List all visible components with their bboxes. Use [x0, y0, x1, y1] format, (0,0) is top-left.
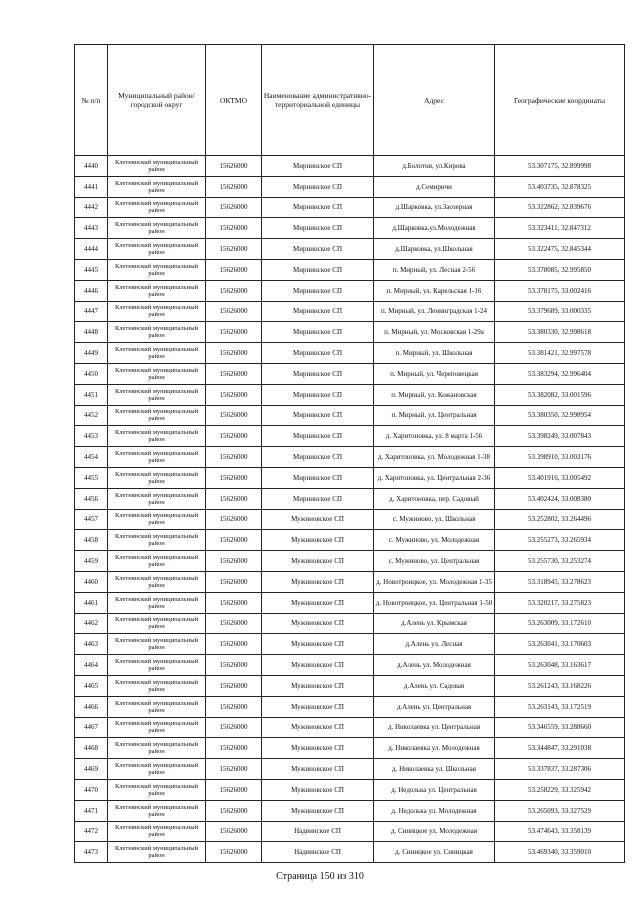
row-unit: Мужиновское СП	[262, 530, 374, 551]
row-unit: Мирнинское СП	[262, 218, 374, 239]
row-coords: 53.255730, 33.253274	[495, 551, 625, 572]
row-address: д.Шарковка, ул.Заозерная	[374, 197, 495, 218]
row-number: 4451	[75, 384, 108, 405]
row-number: 4460	[75, 571, 108, 592]
row-address: п. Мирный, ул. Центральная	[374, 405, 495, 426]
row-oktmo: 15626000	[206, 675, 262, 696]
page-footer: Страница 150 из 310	[276, 871, 364, 882]
row-coords: 53.263143, 33.172519	[495, 696, 625, 717]
row-address: п. Мирный, ул. Кожановская	[374, 384, 495, 405]
header-oktmo: ОКТМО	[206, 45, 262, 156]
table-row	[75, 821, 625, 842]
row-coords: 53.383294, 32.996404	[495, 363, 625, 384]
row-coords: 53.255273, 33.265934	[495, 530, 625, 551]
row-number: 4456	[75, 488, 108, 509]
row-district: Клетнянский муниципальный район	[108, 384, 206, 405]
row-district: Клетнянский муниципальный район	[108, 301, 206, 322]
row-number: 4469	[75, 759, 108, 780]
row-district: Клетнянский муниципальный район	[108, 426, 206, 447]
row-address: д.Шарковка,ул.Молодежная	[374, 218, 495, 239]
row-number: 4471	[75, 800, 108, 821]
row-address: д.Болотня, ул.Кирова	[374, 156, 495, 177]
row-oktmo: 15626000	[206, 738, 262, 759]
header-coords: Географические координаты	[495, 45, 625, 156]
table-row	[75, 447, 625, 468]
row-district: Клетнянский муниципальный район	[108, 821, 206, 842]
row-oktmo: 15626000	[206, 363, 262, 384]
row-address: д. Синицкое ул. Молодежная	[374, 821, 495, 842]
table-row	[75, 197, 625, 218]
row-oktmo: 15626000	[206, 405, 262, 426]
row-coords: 53.402424, 33.008380	[495, 488, 625, 509]
row-number: 4470	[75, 779, 108, 800]
row-oktmo: 15626000	[206, 759, 262, 780]
row-oktmo: 15626000	[206, 384, 262, 405]
row-oktmo: 15626000	[206, 239, 262, 260]
row-district: Клетнянский муниципальный район	[108, 779, 206, 800]
row-address: с. Мужиново, ул. Центральная	[374, 551, 495, 572]
row-address: п. Мирный, ул. Череповецкая	[374, 363, 495, 384]
row-address: д. Николаевка ул. Центральная	[374, 717, 495, 738]
row-unit: Мирнинское СП	[262, 197, 374, 218]
row-unit: Мирнинское СП	[262, 467, 374, 488]
row-coords: 53.474643, 33.358139	[495, 821, 625, 842]
row-coords: 53.265093, 33.327529	[495, 800, 625, 821]
row-number: 4464	[75, 655, 108, 676]
table-row	[75, 675, 625, 696]
row-oktmo: 15626000	[206, 800, 262, 821]
row-coords: 53.378085, 32.995850	[495, 259, 625, 280]
row-district: Клетнянский муниципальный район	[108, 551, 206, 572]
table-row	[75, 301, 625, 322]
row-unit: Мирнинское СП	[262, 488, 374, 509]
table-row	[75, 467, 625, 488]
row-oktmo: 15626000	[206, 696, 262, 717]
row-district: Клетнянский муниципальный район	[108, 571, 206, 592]
row-address: п. Мирный, ул. Карельская 1-16	[374, 280, 495, 301]
row-number: 4458	[75, 530, 108, 551]
row-address: д.Алень ул. Садовая	[374, 675, 495, 696]
row-coords: 53.381421, 32.997578	[495, 343, 625, 364]
table-row	[75, 655, 625, 676]
row-district: Клетнянский муниципальный район	[108, 696, 206, 717]
row-unit: Мирнинское СП	[262, 280, 374, 301]
table-row	[75, 551, 625, 572]
row-address: п. Мирный, ул. Московская 1-29а	[374, 322, 495, 343]
row-address: д.Алень ул. Крымская	[374, 613, 495, 634]
row-unit: Мужиновское СП	[262, 696, 374, 717]
row-address: д. Харитоновка, ул. 8 марта 1-56	[374, 426, 495, 447]
row-district: Клетнянский муниципальный район	[108, 759, 206, 780]
row-unit: Мужиновское СП	[262, 655, 374, 676]
row-address: д. Синицкое ул. Синицкая	[374, 842, 495, 863]
table-row	[75, 343, 625, 364]
row-oktmo: 15626000	[206, 447, 262, 468]
row-number: 4466	[75, 696, 108, 717]
row-number: 4452	[75, 405, 108, 426]
row-district: Клетнянский муниципальный район	[108, 156, 206, 177]
row-number: 4455	[75, 467, 108, 488]
row-oktmo: 15626000	[206, 301, 262, 322]
table-body	[75, 156, 625, 863]
row-address: д. Недолька ул. Центральная	[374, 779, 495, 800]
row-oktmo: 15626000	[206, 426, 262, 447]
row-district: Клетнянский муниципальный район	[108, 405, 206, 426]
table-row	[75, 613, 625, 634]
row-unit: Мирнинское СП	[262, 343, 374, 364]
header-address: Адрес	[374, 45, 495, 156]
row-oktmo: 15626000	[206, 343, 262, 364]
row-coords: 53.307175, 32.899998	[495, 156, 625, 177]
table-row	[75, 405, 625, 426]
row-district: Клетнянский муниципальный район	[108, 322, 206, 343]
row-number: 4448	[75, 322, 108, 343]
row-number: 4444	[75, 239, 108, 260]
row-district: Клетнянский муниципальный район	[108, 343, 206, 364]
row-district: Клетнянский муниципальный район	[108, 259, 206, 280]
row-district: Клетнянский муниципальный район	[108, 634, 206, 655]
table-row	[75, 717, 625, 738]
table-row	[75, 779, 625, 800]
row-address: д. Новотроицкое, ул. Молодежная 1-35	[374, 571, 495, 592]
row-unit: Мужиновское СП	[262, 800, 374, 821]
row-number: 4445	[75, 259, 108, 280]
row-number: 4463	[75, 634, 108, 655]
table-row	[75, 509, 625, 530]
row-coords: 53.378175, 33.002416	[495, 280, 625, 301]
row-unit: Мирнинское СП	[262, 156, 374, 177]
row-number: 4440	[75, 156, 108, 177]
row-number: 4462	[75, 613, 108, 634]
row-unit: Надвинское СП	[262, 842, 374, 863]
table-row	[75, 156, 625, 177]
table-header	[75, 45, 625, 156]
table-row	[75, 384, 625, 405]
row-unit: Мужиновское СП	[262, 592, 374, 613]
row-unit: Мирнинское СП	[262, 384, 374, 405]
row-coords: 53.263041, 33.170603	[495, 634, 625, 655]
row-number: 4459	[75, 551, 108, 572]
row-district: Клетнянский муниципальный район	[108, 197, 206, 218]
row-unit: Надвинское СП	[262, 821, 374, 842]
row-district: Клетнянский муниципальный район	[108, 800, 206, 821]
table-row	[75, 322, 625, 343]
row-address: с. Мужиново, ул. Школьная	[374, 509, 495, 530]
table-row	[75, 800, 625, 821]
row-coords: 53.469340, 33.359010	[495, 842, 625, 863]
row-coords: 53.398249, 33.007843	[495, 426, 625, 447]
row-unit: Мирнинское СП	[262, 259, 374, 280]
row-address: д.Семиричи	[374, 176, 495, 197]
row-oktmo: 15626000	[206, 634, 262, 655]
row-number: 4447	[75, 301, 108, 322]
row-district: Клетнянский муниципальный район	[108, 842, 206, 863]
row-unit: Мужиновское СП	[262, 571, 374, 592]
row-coords: 53.320217, 33.275823	[495, 592, 625, 613]
row-coords: 53.379689, 33.000335	[495, 301, 625, 322]
row-coords: 53.322862, 32.839676	[495, 197, 625, 218]
row-number: 4473	[75, 842, 108, 863]
row-oktmo: 15626000	[206, 322, 262, 343]
table-row	[75, 592, 625, 613]
row-district: Клетнянский муниципальный район	[108, 530, 206, 551]
row-coords: 53.252802, 33.264496	[495, 509, 625, 530]
row-district: Клетнянский муниципальный район	[108, 447, 206, 468]
row-oktmo: 15626000	[206, 613, 262, 634]
table-row	[75, 363, 625, 384]
row-address: п. Мирный, ул. Школьная	[374, 343, 495, 364]
row-district: Клетнянский муниципальный район	[108, 509, 206, 530]
row-coords: 53.322475, 32.845344	[495, 239, 625, 260]
row-oktmo: 15626000	[206, 842, 262, 863]
row-address: д. Николаевка ул. Молодежная	[374, 738, 495, 759]
row-oktmo: 15626000	[206, 488, 262, 509]
row-oktmo: 15626000	[206, 592, 262, 613]
table-row	[75, 488, 625, 509]
row-oktmo: 15626000	[206, 176, 262, 197]
row-number: 4457	[75, 509, 108, 530]
row-address: д. Харитоновка, пер. Садовый	[374, 488, 495, 509]
row-address: п. Мирный, ул. Лесная 2-56	[374, 259, 495, 280]
row-number: 4441	[75, 176, 108, 197]
row-number: 4453	[75, 426, 108, 447]
table-row	[75, 280, 625, 301]
row-number: 4449	[75, 343, 108, 364]
table-row	[75, 530, 625, 551]
row-number: 4461	[75, 592, 108, 613]
row-coords: 53.318945, 33.278623	[495, 571, 625, 592]
row-oktmo: 15626000	[206, 821, 262, 842]
table-row	[75, 176, 625, 197]
row-district: Клетнянский муниципальный район	[108, 655, 206, 676]
row-coords: 53.346559, 33.288660	[495, 717, 625, 738]
row-district: Клетнянский муниципальный район	[108, 218, 206, 239]
row-address: д.Шарковка, ул.Школьная	[374, 239, 495, 260]
row-coords: 53.263048, 33.163617	[495, 655, 625, 676]
row-address: с. Мужиново, ул. Молодежная	[374, 530, 495, 551]
row-coords: 53.403735, 32.878325	[495, 176, 625, 197]
row-coords: 53.263009, 33.172610	[495, 613, 625, 634]
table-row	[75, 218, 625, 239]
row-unit: Мирнинское СП	[262, 426, 374, 447]
row-coords: 53.380350, 32.998954	[495, 405, 625, 426]
header-district: Муниципальный район/городской округ	[108, 45, 206, 156]
row-district: Клетнянский муниципальный район	[108, 675, 206, 696]
row-oktmo: 15626000	[206, 571, 262, 592]
row-coords: 53.258229, 33.325942	[495, 779, 625, 800]
row-unit: Мирнинское СП	[262, 405, 374, 426]
row-district: Клетнянский муниципальный район	[108, 717, 206, 738]
row-coords: 53.261243, 33.168226	[495, 675, 625, 696]
row-oktmo: 15626000	[206, 530, 262, 551]
row-district: Клетнянский муниципальный район	[108, 467, 206, 488]
row-unit: Мужиновское СП	[262, 738, 374, 759]
row-address: д. Новотроицкое, ул. Центральная 1-50	[374, 592, 495, 613]
row-coords: 53.382082, 33.001596	[495, 384, 625, 405]
row-oktmo: 15626000	[206, 467, 262, 488]
row-coords: 53.323411, 32.847312	[495, 218, 625, 239]
header-unit: Наименование административно-территориальной единицы	[262, 45, 374, 156]
row-number: 4468	[75, 738, 108, 759]
row-coords: 53.398910, 33.003176	[495, 447, 625, 468]
table-row	[75, 696, 625, 717]
row-address: п. Мирный, ул. Ленинградская 1-24	[374, 301, 495, 322]
row-unit: Мирнинское СП	[262, 176, 374, 197]
row-coords: 53.380330, 32.998618	[495, 322, 625, 343]
row-number: 4465	[75, 675, 108, 696]
row-oktmo: 15626000	[206, 779, 262, 800]
row-district: Клетнянский муниципальный район	[108, 592, 206, 613]
row-district: Клетнянский муниципальный район	[108, 176, 206, 197]
row-oktmo: 15626000	[206, 197, 262, 218]
row-unit: Мужиновское СП	[262, 634, 374, 655]
table-row	[75, 259, 625, 280]
row-address: д.Алень ул. Центральная	[374, 696, 495, 717]
row-number: 4450	[75, 363, 108, 384]
row-oktmo: 15626000	[206, 280, 262, 301]
row-oktmo: 15626000	[206, 655, 262, 676]
row-unit: Мужиновское СП	[262, 613, 374, 634]
row-district: Клетнянский муниципальный район	[108, 239, 206, 260]
row-oktmo: 15626000	[206, 156, 262, 177]
row-number: 4446	[75, 280, 108, 301]
row-unit: Мирнинское СП	[262, 363, 374, 384]
row-district: Клетнянский муниципальный район	[108, 363, 206, 384]
address-table	[74, 44, 625, 863]
row-district: Клетнянский муниципальный район	[108, 613, 206, 634]
row-number: 4443	[75, 218, 108, 239]
row-unit: Мужиновское СП	[262, 675, 374, 696]
row-unit: Мужиновское СП	[262, 717, 374, 738]
row-unit: Мирнинское СП	[262, 322, 374, 343]
row-coords: 53.401916, 33.005492	[495, 467, 625, 488]
row-unit: Мужиновское СП	[262, 551, 374, 572]
table-row	[75, 634, 625, 655]
row-number: 4454	[75, 447, 108, 468]
row-district: Клетнянский муниципальный район	[108, 488, 206, 509]
table-row	[75, 759, 625, 780]
row-unit: Мирнинское СП	[262, 447, 374, 468]
row-address: д.Алень ул. Молодежная	[374, 655, 495, 676]
header-num: № п/п	[75, 45, 108, 156]
row-oktmo: 15626000	[206, 509, 262, 530]
row-oktmo: 15626000	[206, 259, 262, 280]
row-district: Клетнянский муниципальный район	[108, 280, 206, 301]
row-unit: Мирнинское СП	[262, 239, 374, 260]
row-unit: Мирнинское СП	[262, 301, 374, 322]
row-oktmo: 15626000	[206, 218, 262, 239]
table-row	[75, 426, 625, 447]
table-row	[75, 842, 625, 863]
table-row	[75, 738, 625, 759]
table-row	[75, 239, 625, 260]
row-coords: 53.344847, 33.291038	[495, 738, 625, 759]
row-coords: 53.337837, 33.287306	[495, 759, 625, 780]
row-district: Клетнянский муниципальный район	[108, 738, 206, 759]
table-row	[75, 571, 625, 592]
header-row	[75, 45, 625, 156]
row-number: 4467	[75, 717, 108, 738]
row-unit: Мужиновское СП	[262, 509, 374, 530]
row-number: 4472	[75, 821, 108, 842]
row-address: д. Николаевка ул. Школьная	[374, 759, 495, 780]
row-oktmo: 15626000	[206, 551, 262, 572]
row-unit: Мужиновское СП	[262, 779, 374, 800]
row-address: д. Харитоновка, ул. Молодежная 1-38	[374, 447, 495, 468]
row-oktmo: 15626000	[206, 717, 262, 738]
row-unit: Мужиновское СП	[262, 759, 374, 780]
row-address: д.Алень ул. Лесная	[374, 634, 495, 655]
row-address: д. Недолька ул. Молодежная	[374, 800, 495, 821]
row-number: 4442	[75, 197, 108, 218]
row-address: д. Харитоновка, ул. Центральная 2-36	[374, 467, 495, 488]
